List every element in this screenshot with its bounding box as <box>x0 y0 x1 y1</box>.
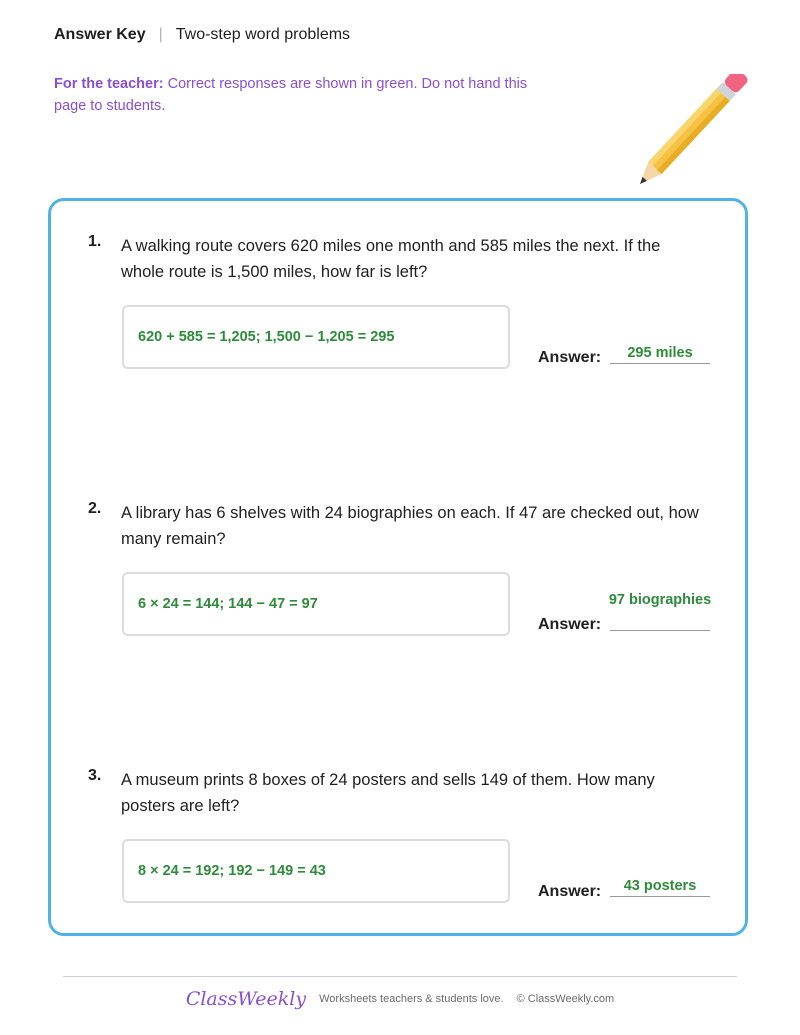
answer-value: 43 posters <box>623 878 697 894</box>
footer <box>0 988 800 1010</box>
header-separator: | <box>158 26 163 43</box>
problem-number: 2. <box>88 500 102 517</box>
answer-key-label: Answer Key <box>54 26 146 43</box>
footer-divider <box>63 976 737 977</box>
problem-number: 3. <box>88 767 102 784</box>
work-text: 8 × 24 = 192; 192 − 149 = 43 <box>138 863 326 879</box>
problem-text: A walking route covers 620 miles one month and 585 miles the next. If the whole route is 1,500 miles, how far is left? <box>121 237 661 281</box>
problem-text: A museum prints 8 boxes of 24 posters and sells 149 of them. How many posters are left? <box>121 771 655 815</box>
answer-line <box>610 630 710 631</box>
work-text: 6 × 24 = 144; 144 − 47 = 97 <box>138 596 318 612</box>
worksheet-title: Two-step word problems <box>175 26 351 43</box>
answer-line <box>610 363 710 364</box>
pencil-icon <box>620 74 760 204</box>
answer-label: Answer: <box>538 883 602 900</box>
brand-logo: ClassWeekly <box>185 988 307 1010</box>
work-box-1 <box>122 305 510 369</box>
answer-label: Answer: <box>538 616 602 633</box>
answer-value: 295 miles <box>627 345 693 361</box>
page-header <box>54 26 350 44</box>
answer-value: 97 biographies <box>608 592 712 608</box>
footer-copyright: © ClassWeekly.com <box>516 993 615 1005</box>
work-box-2 <box>122 572 510 636</box>
answer-label: Answer: <box>538 349 602 366</box>
work-text: 620 + 585 = 1,205; 1,500 − 1,205 = 295 <box>138 329 395 345</box>
problem-text: A library has 6 shelves with 24 biographies on each. If 47 are checked out, how many remain? <box>121 504 699 548</box>
problem-number: 1. <box>88 233 102 250</box>
work-box-3 <box>122 839 510 903</box>
teacher-note <box>54 73 554 117</box>
teacher-note-lead: For the teacher: <box>54 76 164 92</box>
teacher-note-text: Correct responses are shown in green. Do not hand this page to students. <box>54 76 528 114</box>
footer-tagline: Worksheets teachers & students love. <box>319 993 504 1005</box>
answer-line <box>610 896 710 897</box>
